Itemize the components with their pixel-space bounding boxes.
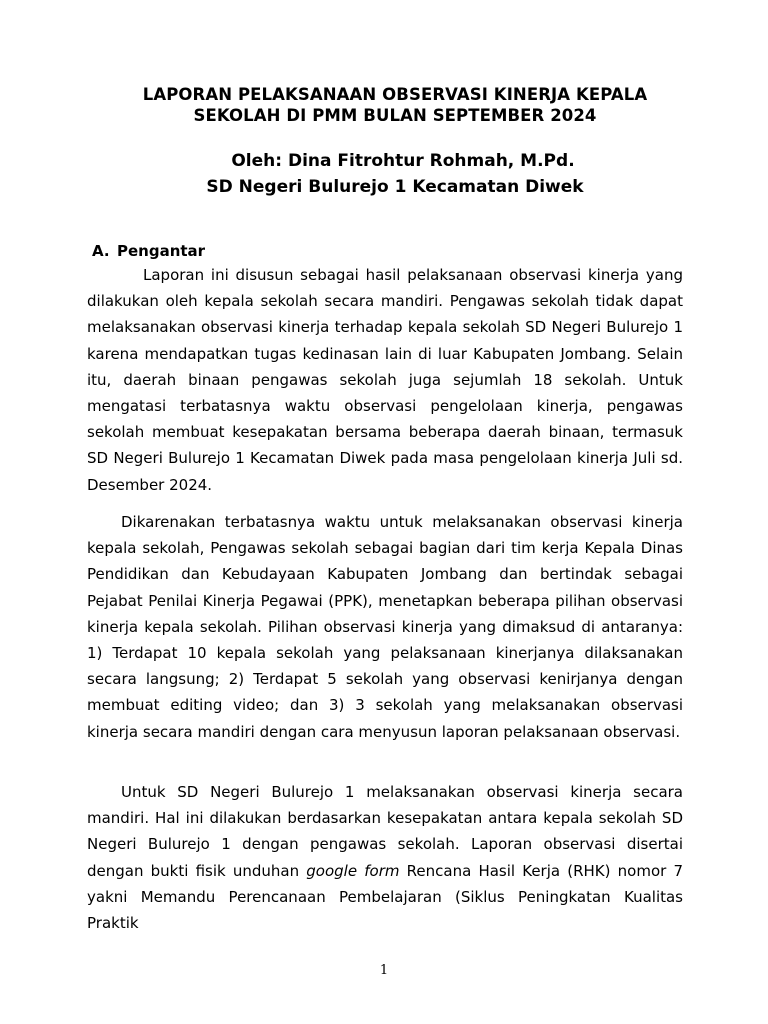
page-number: 1 bbox=[379, 963, 389, 978]
section-heading bbox=[92, 241, 205, 261]
document-title-line-2: SEKOLAH DI PMM BULAN SEPTEMBER 2024 bbox=[193, 106, 597, 125]
document-title-line-1: LAPORAN PELAKSANAAN OBSERVASI KINERJA KEPALA bbox=[142, 85, 648, 104]
paragraph-3-italic-term: google form bbox=[306, 861, 400, 880]
paragraph-3-text-end: Rencana Hasil Kerja (RHK) nomor 7 yakni Memandu Perencanaan Pembelajaran (Siklus Peningkatan Kualitas Praktik bbox=[87, 861, 683, 933]
section-number: A. bbox=[92, 242, 110, 260]
section-title: Pengantar bbox=[117, 242, 206, 260]
author-line: Oleh: Dina Fitrohtur Rohmah, M.Pd. bbox=[231, 151, 575, 171]
school-line: SD Negeri Bulurejo 1 Kecamatan Diwek bbox=[206, 177, 584, 197]
paragraph-1: Laporan ini disusun sebagai hasil pelaksanaan observasi kinerja yang dilakukan oleh kepala sekolah secara mandiri. Pengawas sekolah tidak dapat melaksanakan observasi kinerja terhadap kepala sekolah SD Negeri Bulurejo 1 karena mendapatkan tugas kedinasan lain di luar Kabupaten Jombang. Selain itu, daerah binaan pengawas sekolah juga sejumlah 18 sekolah. Untuk mengatasi terbatasnya waktu observasi pengelolaan kinerja, pengawas sekolah membuat kesepakatan bersama beberapa daerah binaan, termasuk SD Negeri Bulurejo 1 Kecamatan Diwek pada masa pengelolaan kinerja Juli sd. Desember 2024. bbox=[87, 266, 683, 494]
paragraph-3 bbox=[87, 779, 683, 936]
paragraph-2: Dikarenakan terbatasnya waktu untuk melaksanakan observasi kinerja kepala sekolah, Pengawas sekolah sebagai bagian dari tim kerja Kepala Dinas Pendidikan dan Kebudayaan Kabupaten Jombang dan bertindak sebagai Pejabat Penilai Kinerja Pegawai (PPK), menetapkan beberapa pilihan observasi kinerja kepala sekolah. Pilihan observasi kinerja yang dimaksud di antaranya: 1) Terdapat 10 kepala sekolah yang pelaksanaan kinerjanya dilaksanakan secara langsung; 2) Terdapat 5 sekolah yang observasi kenirjanya dengan membuat editing video; dan 3) 3 sekolah yang melaksanakan observasi kinerja secara mandiri dengan cara menyusun laporan pelaksanaan observasi. bbox=[87, 513, 683, 741]
paragraph-3-text-start: Untuk SD Negeri Bulurejo 1 melaksanakan observasi kinerja secara mandiri. Hal ini dilakukan berdasarkan kesepakatan antara kepala sekolah SD Negeri Bulurejo 1 dengan pengawas sekolah. Laporan observasi disertai dengan bukti fisik unduhan bbox=[87, 783, 683, 880]
